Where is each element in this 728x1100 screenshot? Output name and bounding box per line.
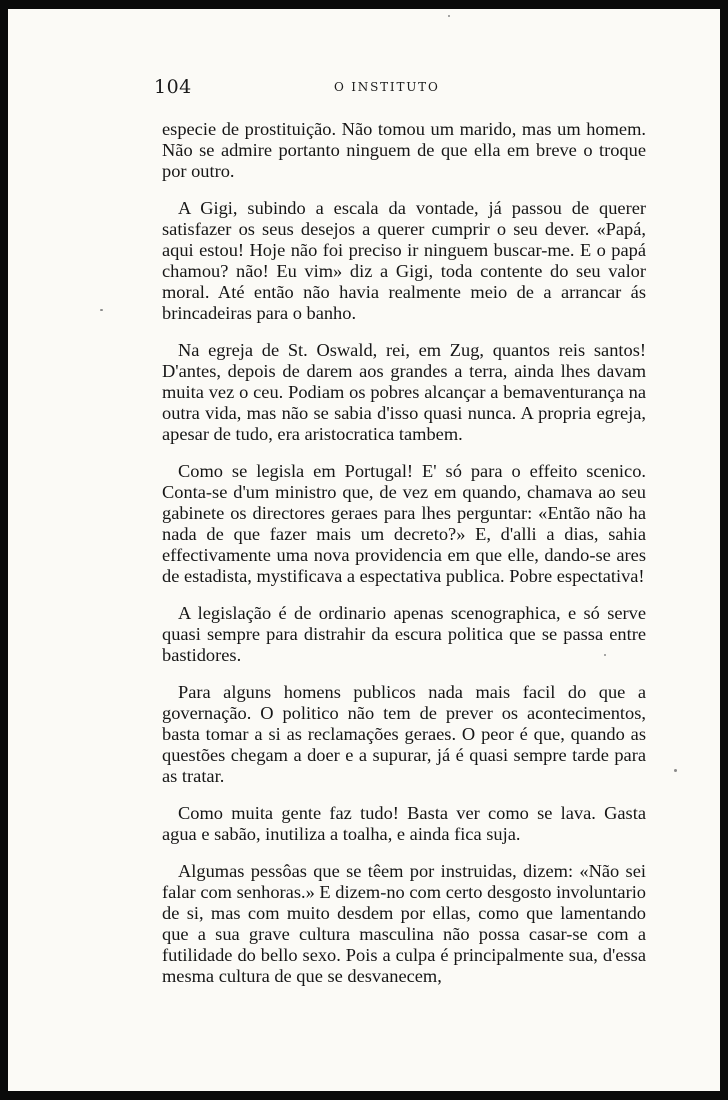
page-number: 104 — [154, 76, 192, 98]
running-title: O INSTITUTO — [334, 80, 440, 94]
paragraph: Como se legisla em Portugal! E' só para o effeito scenico. Conta-se d'um ministro que, de vez em quando, chamava ao seu gabinete os directores geraes para lhes perguntar: «Então não ha nada de que fazer mais um decreto?» E, d'alli a dias, sahia effectivamente uma nova providencia em que elle, dando-se ares de estadista, mystificava a espectativa publica. Pobre espectativa! — [162, 461, 646, 586]
paragraph: Como muita gente faz tudo! Basta ver como se lava. Gasta agua e sabão, inutiliza a toalha, e ainda fica suja. — [162, 803, 646, 844]
scan-speck — [674, 769, 677, 772]
paragraph: A legislação é de ordinario apenas scenographica, e só serve quasi sempre para distrahir da escura politica que se passa entre bastidores. — [162, 603, 646, 665]
paragraph: Algumas pessôas que se têem por instruidas, dizem: «Não sei falar com senhoras.» E dizem-no com certo desgosto involuntario de si, mas com muito desdem por ellas, como que lamentando que a sua grave cultura masculina não possa casar-se com a futilidade do bello sexo. Pois a culpa é principalmente sua, d'essa mesma cultura de que se desvanecem, — [162, 861, 646, 986]
scan-speck — [100, 309, 103, 311]
scan-speck — [448, 15, 450, 17]
paragraph: especie de prostituição. Não tomou um marido, mas um homem. Não se admire portanto ninguem de que ella em breve o troque por outro. — [162, 119, 646, 181]
paragraph: Para alguns homens publicos nada mais facil do que a governação. O politico não tem de prever os acontecimentos, basta tomar a si as reclamações geraes. O peor é que, quando as questões chegam a doer e a supurar, já é quasi sempre tarde para as tratar. — [162, 682, 646, 786]
page-header — [154, 76, 642, 100]
body-text — [162, 119, 646, 1003]
paragraph: A Gigi, subindo a escala da vontade, já passou de querer satisfazer os seus desejos a querer cumprir o seu dever. «Papá, aqui estou! Hoje não foi preciso ir ninguem buscar-me. E o papá chamou? não! Eu vim» diz a Gigi, toda contente do seu valor moral. Até então não havia realmente meio de a arrancar ás brincadeiras para o banho. — [162, 198, 646, 323]
paragraph: Na egreja de St. Oswald, rei, em Zug, quantos reis santos! D'antes, depois de darem aos grandes a terra, ainda lhes davam muita vez o ceu. Podiam os pobres alcançar a bemaventurança na outra vida, mas não se sabia d'isso quasi nunca. A propria egreja, apesar de tudo, era aristocratica tambem. — [162, 340, 646, 444]
